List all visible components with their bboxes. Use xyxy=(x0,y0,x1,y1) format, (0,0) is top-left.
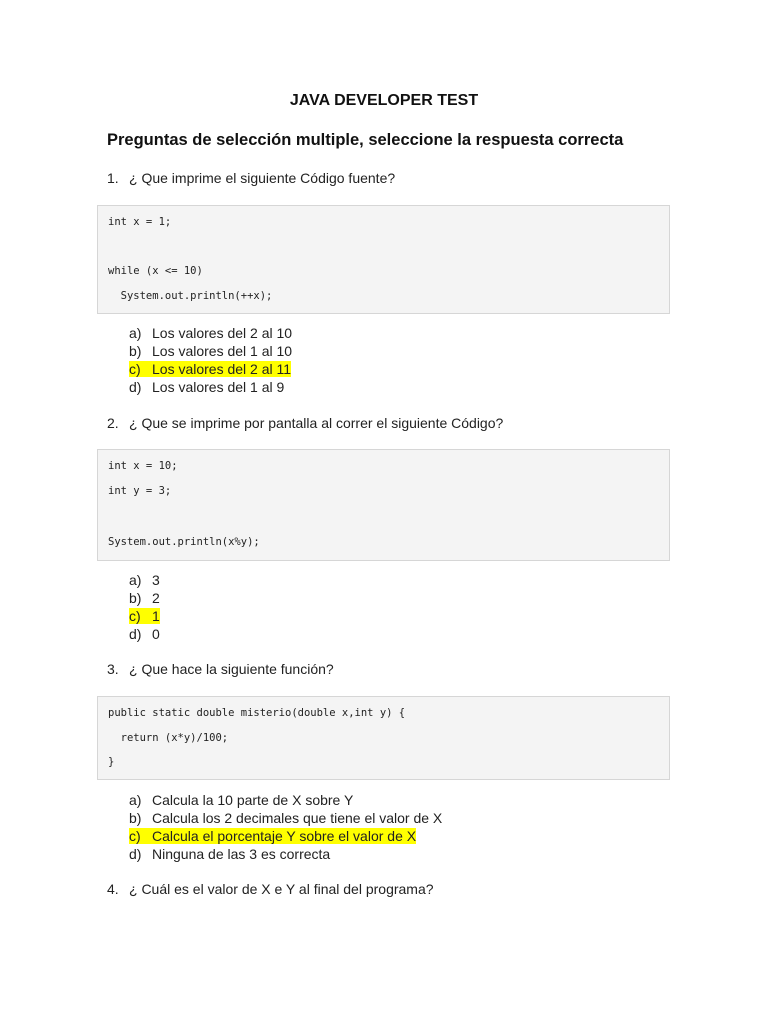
option-letter: d) xyxy=(129,626,142,642)
option-letter: c) xyxy=(129,828,141,844)
code-line: public static double misterio(double x,int y) { xyxy=(108,707,406,719)
option-a xyxy=(129,324,292,342)
option-text: 0 xyxy=(152,626,160,642)
code-line: return (x*y)/100; xyxy=(108,732,229,744)
code-line: while (x <= 10) xyxy=(108,265,203,277)
question-text: ¿ Cuál es el valor de X e Y al final del programa? xyxy=(129,881,434,897)
option-letter: c) xyxy=(129,361,141,377)
code-line: System.out.println(++x); xyxy=(108,290,273,302)
option-letter: a) xyxy=(129,792,142,808)
question-number: 2. xyxy=(107,415,119,431)
highlighted-answer xyxy=(129,828,416,844)
option-span xyxy=(129,626,160,642)
question-1 xyxy=(107,170,395,186)
highlighted-answer xyxy=(129,608,160,624)
option-letter: b) xyxy=(129,343,142,359)
question-text: ¿ Que imprime el siguiente Código fuente? xyxy=(129,170,396,186)
option-text: Ninguna de las 3 es correcta xyxy=(152,846,331,862)
option-c xyxy=(129,360,292,378)
option-text: Calcula los 2 decimales que tiene el valor de X xyxy=(152,810,443,826)
options-list-2 xyxy=(129,571,160,643)
option-text: Calcula el porcentaje Y sobre el valor de X xyxy=(152,828,417,844)
option-span xyxy=(129,810,442,826)
options-list-1 xyxy=(129,324,292,396)
code-block-1 xyxy=(97,205,670,314)
question-text: ¿ Que hace la siguiente función? xyxy=(129,661,334,677)
option-span xyxy=(129,343,292,359)
option-b xyxy=(129,342,292,360)
options-list-3 xyxy=(129,791,442,863)
option-letter: d) xyxy=(129,379,142,395)
option-c xyxy=(129,827,442,845)
code-block-2 xyxy=(97,449,670,561)
code-line: int x = 1; xyxy=(108,216,172,228)
option-letter: c) xyxy=(129,608,141,624)
code-line: int y = 3; xyxy=(108,485,172,497)
option-letter: a) xyxy=(129,325,142,341)
option-a xyxy=(129,571,160,589)
option-text: Calcula la 10 parte de X sobre Y xyxy=(152,792,354,808)
question-number: 4. xyxy=(107,881,119,897)
option-text: 1 xyxy=(152,608,160,624)
code-block-3 xyxy=(97,696,670,780)
question-2 xyxy=(107,415,503,431)
option-b xyxy=(129,809,442,827)
option-letter: d) xyxy=(129,846,142,862)
option-b xyxy=(129,589,160,607)
highlighted-answer xyxy=(129,361,291,377)
code-line: } xyxy=(108,756,115,768)
page-title: JAVA DEVELOPER TEST xyxy=(289,92,479,109)
option-text: Los valores del 2 al 11 xyxy=(152,361,292,377)
option-text: Los valores del 2 al 10 xyxy=(152,325,293,341)
question-4 xyxy=(107,881,434,897)
code-line: int x = 10; xyxy=(108,460,178,472)
page-subtitle: Preguntas de selección multiple, seleccione la respuesta correcta xyxy=(107,131,624,149)
option-c xyxy=(129,607,160,625)
option-a xyxy=(129,791,442,809)
question-number: 1. xyxy=(107,170,119,186)
option-span xyxy=(129,379,284,395)
option-span xyxy=(129,792,353,808)
option-span xyxy=(129,590,160,606)
option-span xyxy=(129,325,292,341)
question-3 xyxy=(107,661,334,677)
option-text: 2 xyxy=(152,590,160,606)
option-d xyxy=(129,845,442,863)
question-text: ¿ Que se imprime por pantalla al correr el siguiente Código? xyxy=(129,415,504,431)
option-letter: b) xyxy=(129,810,142,826)
option-letter: b) xyxy=(129,590,142,606)
option-span xyxy=(129,846,330,862)
option-d xyxy=(129,625,160,643)
option-text: Los valores del 1 al 10 xyxy=(152,343,293,359)
question-number: 3. xyxy=(107,661,119,677)
option-text: Los valores del 1 al 9 xyxy=(152,379,285,395)
code-line: System.out.println(x%y); xyxy=(108,536,260,548)
option-text: 3 xyxy=(152,572,160,588)
option-letter: a) xyxy=(129,572,142,588)
option-span xyxy=(129,572,160,588)
option-d xyxy=(129,378,292,396)
